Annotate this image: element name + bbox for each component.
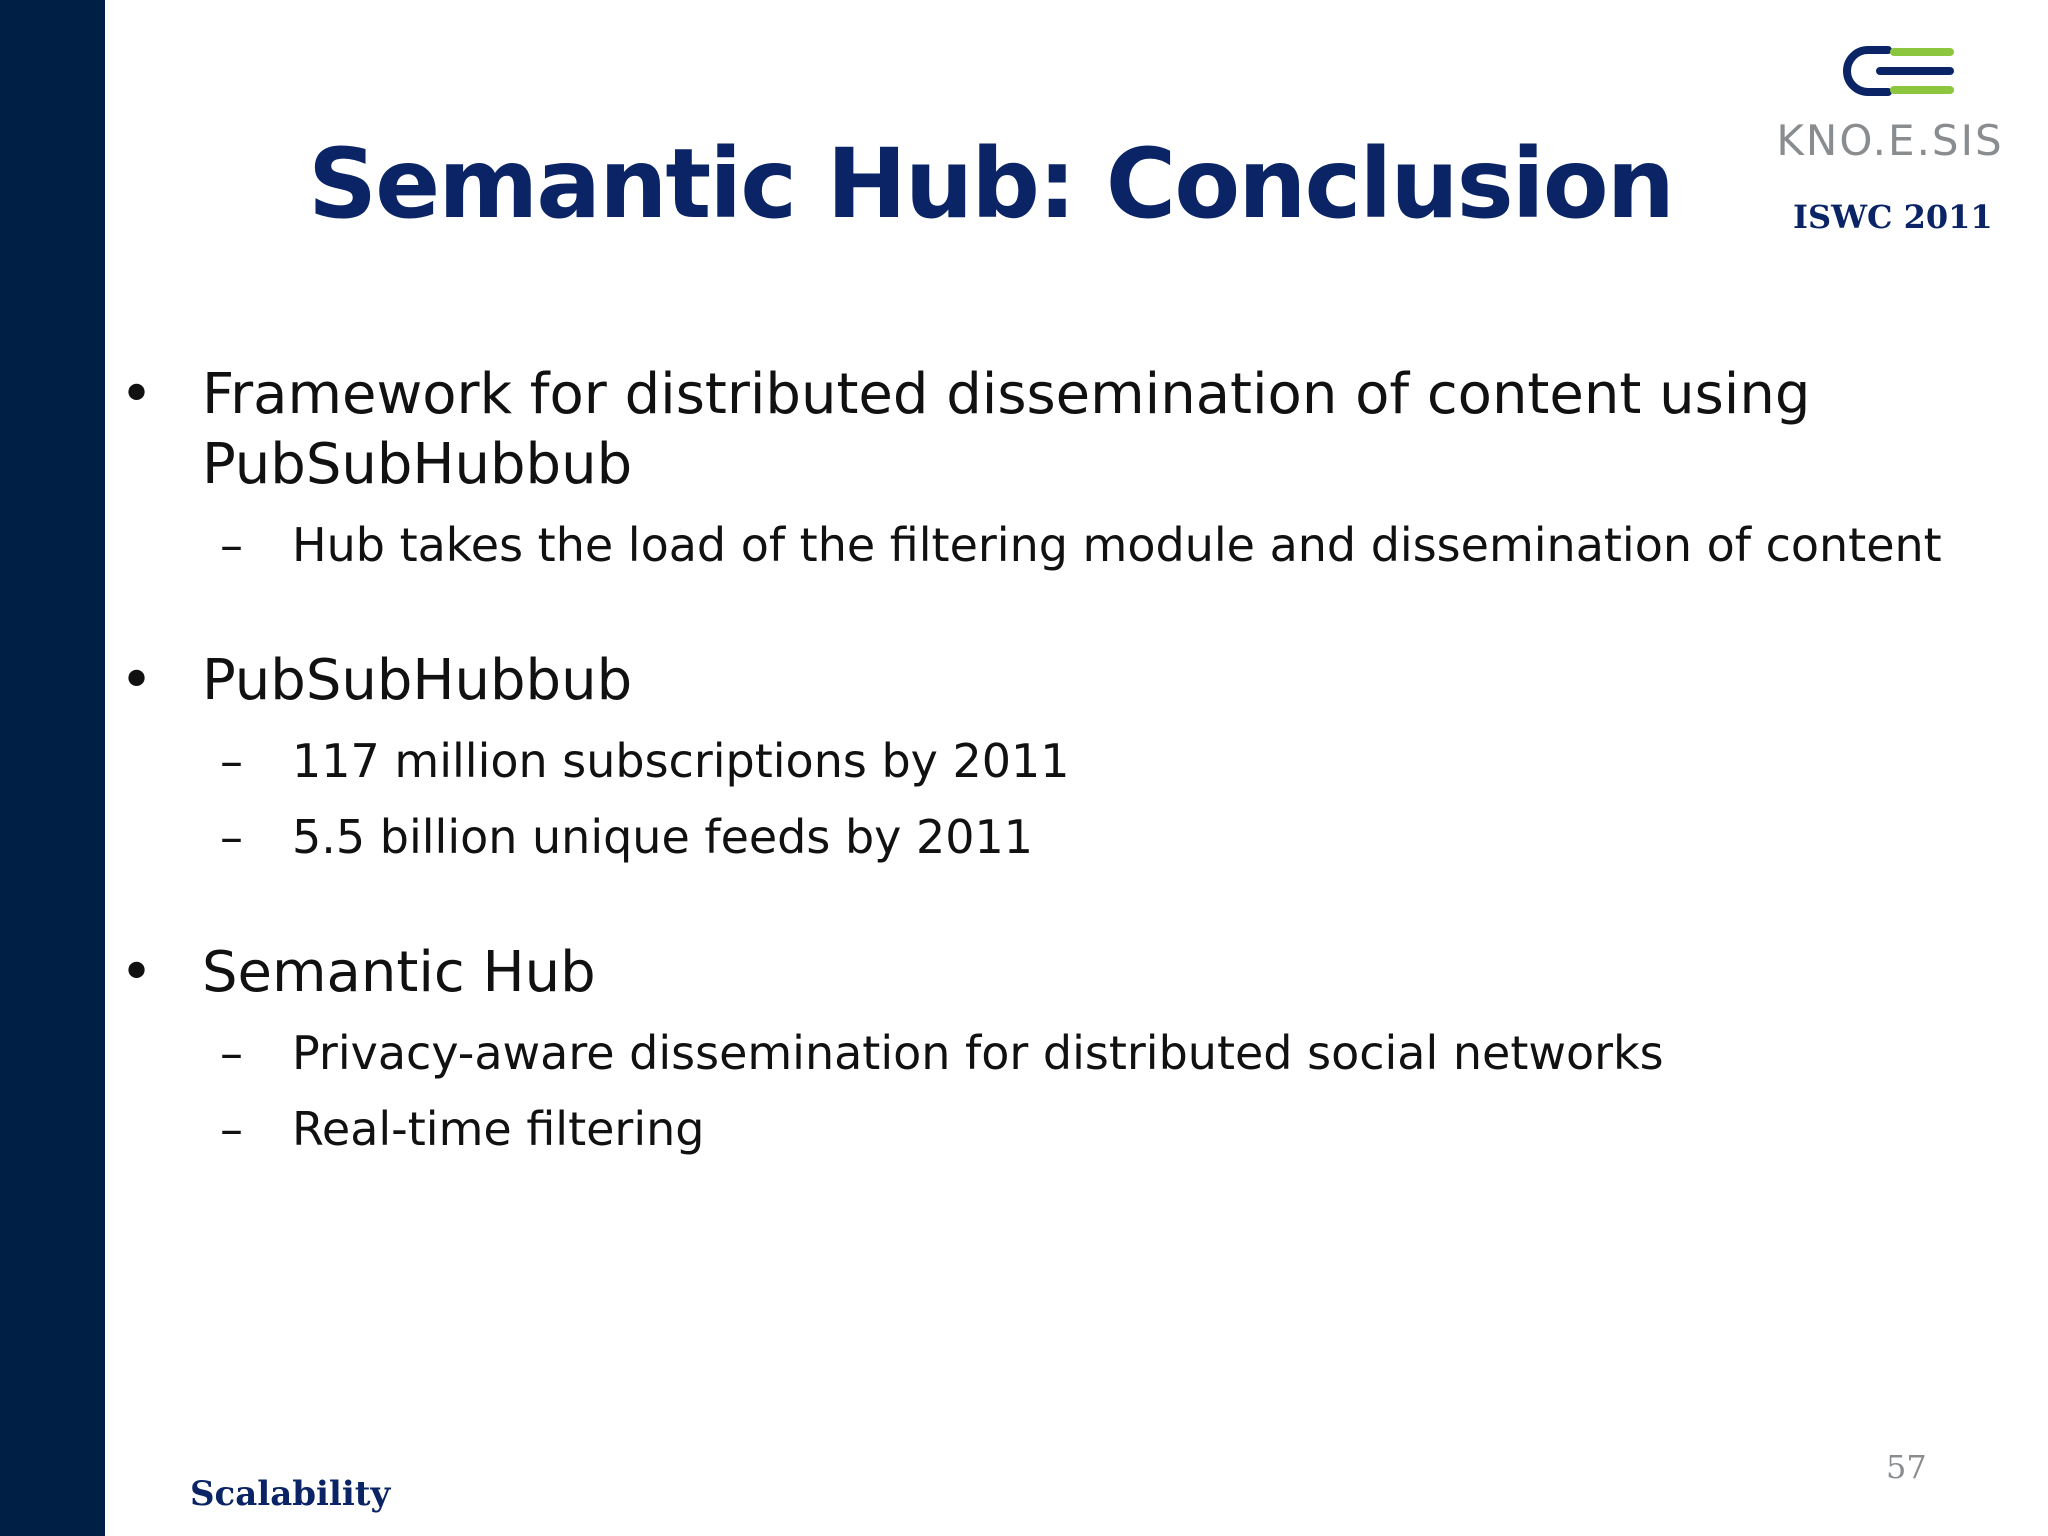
knoesis-logo — [1750, 38, 2030, 168]
page-number: 57 — [1886, 1448, 1927, 1486]
slide-title: Semantic Hub: Conclusion — [308, 128, 1673, 240]
section-label: Scalability — [190, 1474, 391, 1514]
bullet-item: • Framework for distributed dissemination of content using PubSubHubbub — [120, 360, 1960, 500]
conference-label: ISWC 2011 — [1793, 198, 1993, 236]
sub-bullet-item: – Real-time filtering — [120, 1098, 1960, 1160]
bullet-item: • PubSubHubbub — [120, 646, 1960, 716]
slide-content — [120, 360, 1960, 1160]
left-sidebar-bar — [0, 0, 105, 1536]
kno-e-sis-logo-icon — [1838, 42, 1956, 100]
sub-bullet-item: – 5.5 billion unique feeds by 2011 — [120, 806, 1960, 868]
logo-text: KNO.E.SIS — [1776, 116, 2004, 165]
sub-bullet-item: – 117 million subscriptions by 2011 — [120, 730, 1960, 792]
bullet-item: • Semantic Hub — [120, 938, 1960, 1008]
sub-bullet-item: – Hub takes the load of the filtering module and dissemination of content — [120, 514, 1960, 576]
sub-bullet-item: – Privacy-aware dissemination for distributed social networks — [120, 1022, 1960, 1084]
